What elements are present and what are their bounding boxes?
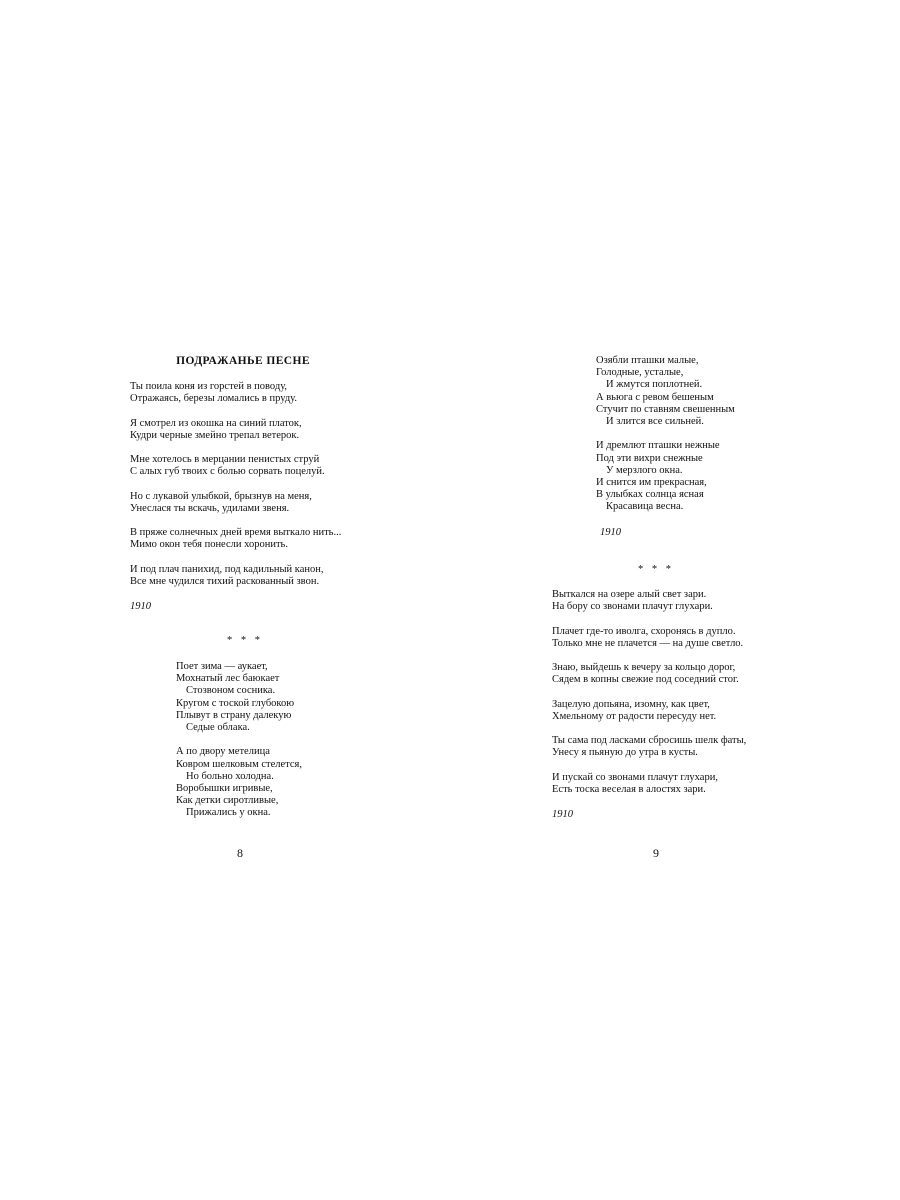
poem-winter-sings-continued (596, 355, 735, 513)
poem-line: Есть тоска веселая в алостях зари. (552, 784, 706, 795)
poem-line: Отражаясь, березы ломались в пруду. (130, 393, 298, 405)
poem-title: ПОДРАЖАНЬЕ ПЕСНЕ (176, 355, 310, 367)
poem-line: Хмельному от радости пересуду нет. (552, 710, 717, 722)
stanza (130, 381, 341, 405)
poem-line: И пускай со звонами плачут глухари, (552, 771, 718, 783)
poem-line: Плачет где-то иволга, схоронясь в дупло. (552, 625, 736, 637)
stanza (130, 491, 341, 515)
poem-line: Сядем в копны свежие под соседний стог. (552, 674, 739, 686)
poem-line: Ты поила коня из горстей в поводу, (130, 381, 288, 392)
poem-line: Красавица весна. (606, 501, 684, 513)
stanza (130, 454, 341, 478)
stanza (596, 355, 735, 428)
poem-line: Все мне чудился тихий раскованный звон. (130, 576, 320, 587)
poem-line: Как детки сиротливые, (176, 795, 279, 807)
stanza (552, 772, 746, 796)
page-number: 8 (237, 846, 243, 860)
poem-year: 1910 (552, 809, 573, 820)
asterism: * * * (227, 635, 263, 646)
poem-line: А по двору метелица (176, 746, 270, 758)
poem-line: Кругом с тоской глубокою (176, 697, 295, 709)
stanza (552, 589, 746, 613)
stanza (552, 662, 746, 686)
stanza (130, 564, 341, 588)
stanza (130, 527, 341, 551)
page-number: 9 (653, 846, 659, 860)
poem-line: Озябли пташки малые, (596, 355, 699, 366)
poem-line: С алых губ твоих с болью сорвать поцелуй. (130, 466, 325, 478)
poem-line: Поет зима — аукает, (176, 661, 268, 672)
stanza (552, 626, 746, 650)
poem-line: Выткался на озере алый свет зари. (552, 589, 707, 600)
poem-line: Прижались у окна. (186, 807, 271, 819)
poem-winter-sings (176, 661, 302, 819)
poem-line: А вьюга с ревом бешеным (596, 391, 714, 403)
poem-line: Я смотрел из окошка на синий платок, (130, 417, 302, 429)
poem-line: Седые облака. (186, 721, 250, 733)
poem-line: И под плач панихид, под кадильный канон, (130, 563, 324, 575)
poem-line: И жмутся поплотней. (606, 379, 703, 391)
asterism: * * * (638, 564, 674, 575)
stanza (552, 735, 746, 759)
poem-line: На бору со звонами плачут глухари. (552, 601, 713, 613)
poem-line: У мерзлого окна. (606, 464, 683, 476)
poem-line: Мимо окон тебя понесли хоронить. (130, 539, 288, 551)
poem-line: Но больно холодна. (186, 770, 274, 782)
poem-line: Ковром шелковым стелется, (176, 758, 302, 770)
poem-line: Ты сама под ласками сбросишь шелк фаты, (552, 735, 747, 747)
poem-line: Но с лукавой улыбкой, брызнув на меня, (130, 490, 312, 502)
poem-line: Воробышки игривые, (176, 782, 273, 794)
poem-line: Стозвоном сосника. (186, 685, 276, 697)
poem-line: И дремлют пташки нежные (596, 440, 720, 452)
poem-line: Знаю, выйдешь к вечеру за кольцо дорог, (552, 662, 736, 674)
stanza (596, 440, 735, 513)
poem-line: Только мне не плачется — на душе светло. (552, 637, 744, 649)
poem-imitation-song (130, 381, 341, 588)
stanza (176, 746, 302, 819)
poem-line: Зацелую допьяна, изомну, как цвет, (552, 698, 710, 710)
poem-line: Унесу я пьяную до утра в кусты. (552, 747, 698, 759)
stanza (552, 699, 746, 723)
poem-year: 1910 (600, 527, 621, 538)
poem-line: Мне хотелось в мерцании пенистых струй (130, 454, 320, 466)
poem-scarlet-dawn (552, 589, 746, 796)
poem-line: Плывут в страну далекую (176, 709, 292, 721)
poem-line: И снится им прекрасная, (596, 476, 707, 488)
poem-line: Кудри черные змейно трепал ветерок. (130, 429, 300, 441)
poem-line: Стучит по ставням свешенным (596, 403, 735, 415)
poem-line: В пряже солнечных дней время выткало нить... (130, 527, 342, 539)
stanza (130, 418, 341, 442)
poem-line: Мохнатый лес баюкает (176, 673, 280, 685)
stanza (176, 661, 302, 734)
poem-year: 1910 (130, 601, 151, 612)
poem-line: Под эти вихри снежные (596, 452, 703, 464)
poem-line: В улыбках солнца ясная (596, 489, 704, 501)
right-page (450, 0, 900, 1200)
poem-line: И злится все сильней. (606, 415, 704, 427)
poem-line: Унеслася ты вскачь, удилами звеня. (130, 502, 290, 514)
poem-line: Голодные, усталые, (596, 367, 684, 379)
